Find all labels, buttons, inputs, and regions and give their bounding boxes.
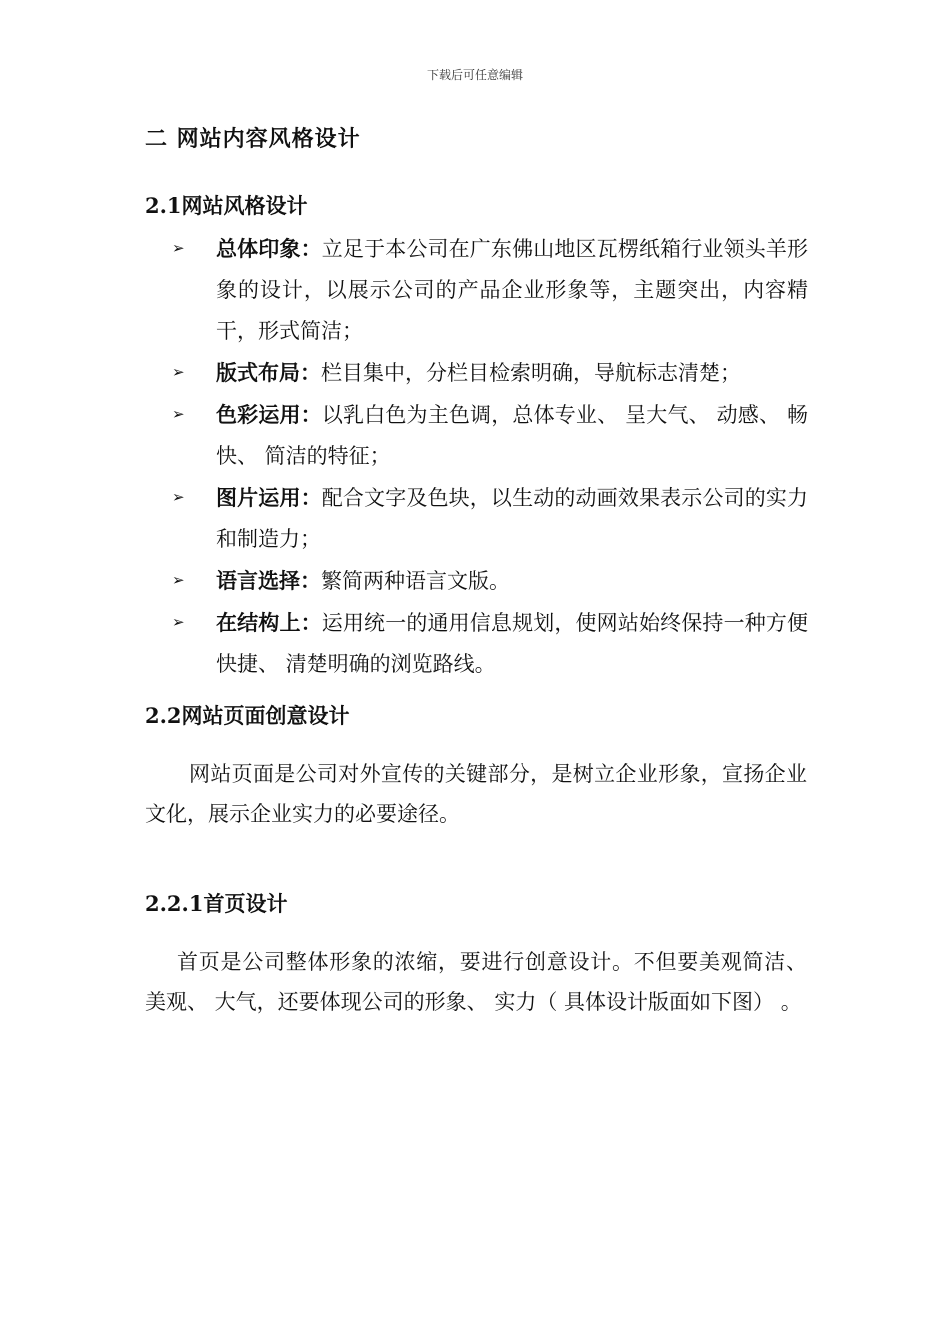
arrow-bullet-icon: ➢ — [172, 488, 185, 506]
arrow-bullet-icon: ➢ — [172, 363, 185, 381]
arrow-bullet-icon: ➢ — [172, 239, 185, 257]
list-item — [168, 602, 808, 685]
item-label: 语言选择： — [216, 568, 321, 593]
item-label: 图片运用： — [216, 485, 322, 510]
list-item — [168, 394, 808, 477]
item-text: 立足于本公司在广东佛山地区瓦楞纸箱行业领头羊形象的设计，以展示公司的产品企业形象等，主题突出，内容精干，形式简洁； — [216, 237, 809, 343]
home-design-paragraph: 首页是公司整体形象的浓缩，要进行创意设计。不但要美观简洁、 美观、 大气，还要体现公司的形象、 实力（ 具体设计版面如下图） 。 — [145, 950, 807, 1014]
arrow-bullet-icon: ➢ — [172, 613, 185, 631]
list-item — [168, 228, 808, 352]
page-design-heading: 2.2网站页面创意设计 — [145, 703, 350, 728]
list-item — [168, 477, 808, 560]
style-design-list — [168, 228, 808, 685]
item-text: 配合文字及色块，以生动的动画效果表示公司的实力和制造力； — [216, 486, 809, 551]
section-title: 二 网站内容风格设计 — [145, 126, 361, 152]
item-text: 栏目集中，分栏目检索明确，导航标志清楚； — [321, 361, 741, 385]
item-label: 版式布局： — [216, 360, 321, 385]
page-design-paragraph: 网站页面是公司对外宣传的关键部分，是树立企业形象，宣扬企业文化，展示企业实力的必要途径。 — [145, 762, 807, 826]
item-label: 在结构上： — [216, 610, 322, 635]
arrow-bullet-icon: ➢ — [172, 405, 185, 423]
item-text: 以乳白色为主色调，总体专业、 呈大气、 动感、 畅快、 简洁的特征； — [216, 403, 808, 468]
item-label: 总体印象： — [216, 236, 322, 261]
list-item — [168, 560, 808, 602]
list-item — [168, 352, 808, 394]
item-text: 运用统一的通用信息规划，使网站始终保持一种方便快捷、 清楚明确的浏览路线。 — [216, 611, 809, 676]
home-design-heading: 2.2.1首页设计 — [145, 891, 288, 916]
page-header-note: 下载后可任意编辑 — [426, 68, 523, 82]
item-text: 繁简两种语言文版。 — [321, 569, 510, 593]
item-label: 色彩运用： — [216, 402, 322, 427]
style-design-heading: 2.1网站风格设计 — [145, 193, 308, 218]
arrow-bullet-icon: ➢ — [172, 571, 185, 589]
